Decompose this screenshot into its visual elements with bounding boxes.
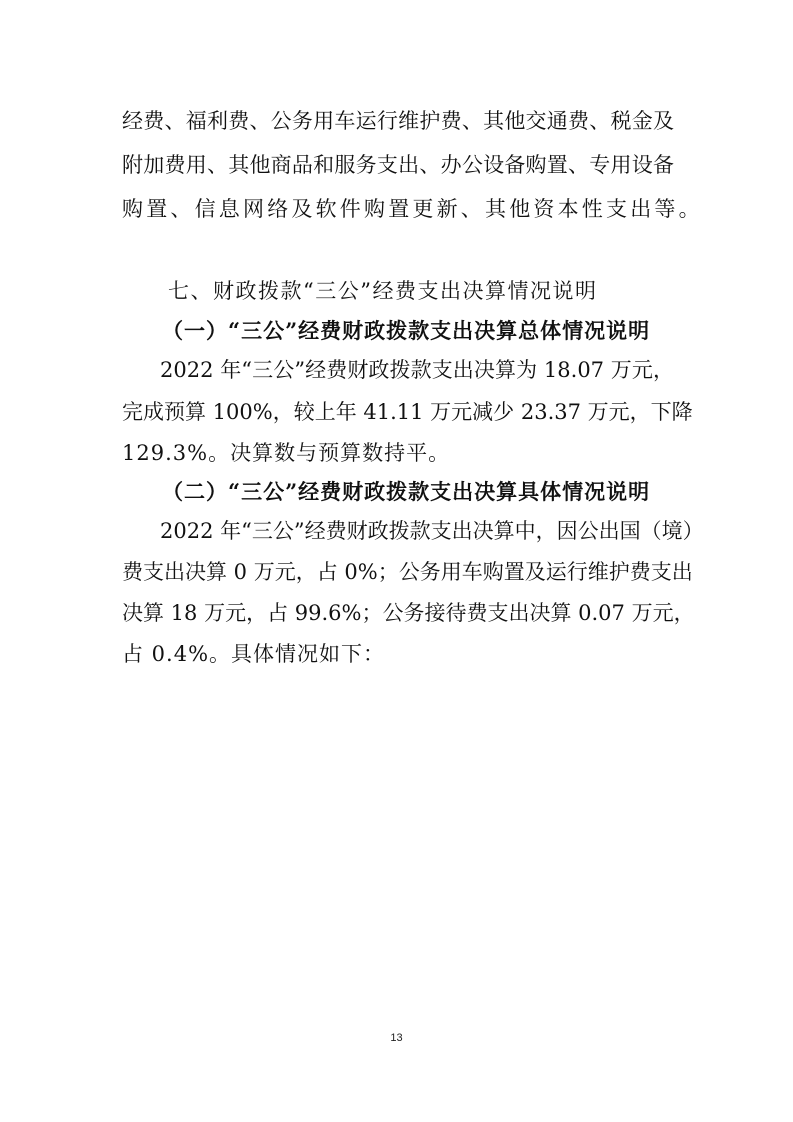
- body-text-line: 购置、信息网络及软件购置更新、其他资本性支出等。: [122, 197, 703, 221]
- section-heading: 七、财政拨款“三公”经费支出决算情况说明: [168, 279, 598, 303]
- body-text-line: 附加费用、其他商品和服务支出、办公设备购置、专用设备: [122, 153, 674, 177]
- body-text-line: 129.3%。决算数与预算数持平。: [122, 441, 451, 465]
- body-text-line: 占 0.4%。具体情况如下：: [122, 642, 386, 666]
- body-text-line: 决算 18 万元，占 99.6%；公务接待费支出决算 0.07 万元，: [122, 601, 695, 625]
- body-text-line: 费支出决算 0 万元，占 0%；公务用车购置及运行维护费支出: [122, 560, 693, 584]
- subsection-heading-1: （一）“三公”经费财政拨款支出决算总体情况说明: [162, 318, 651, 343]
- body-text-line: 经费、福利费、公务用车运行维护费、其他交通费、税金及: [122, 109, 674, 133]
- body-text-line: 2022 年“三公”经费财政拨款支出决算中，因公出国（境）: [160, 519, 704, 543]
- body-text-line: 2022 年“三公”经费财政拨款支出决算为 18.07 万元，: [160, 358, 674, 382]
- body-text-line: 完成预算 100%，较上年 41.11 万元减少 23.37 万元，下降: [122, 400, 693, 424]
- page-number: 13: [390, 1032, 403, 1044]
- subsection-heading-2: （二）“三公”经费财政拨款支出决算具体情况说明: [162, 479, 651, 504]
